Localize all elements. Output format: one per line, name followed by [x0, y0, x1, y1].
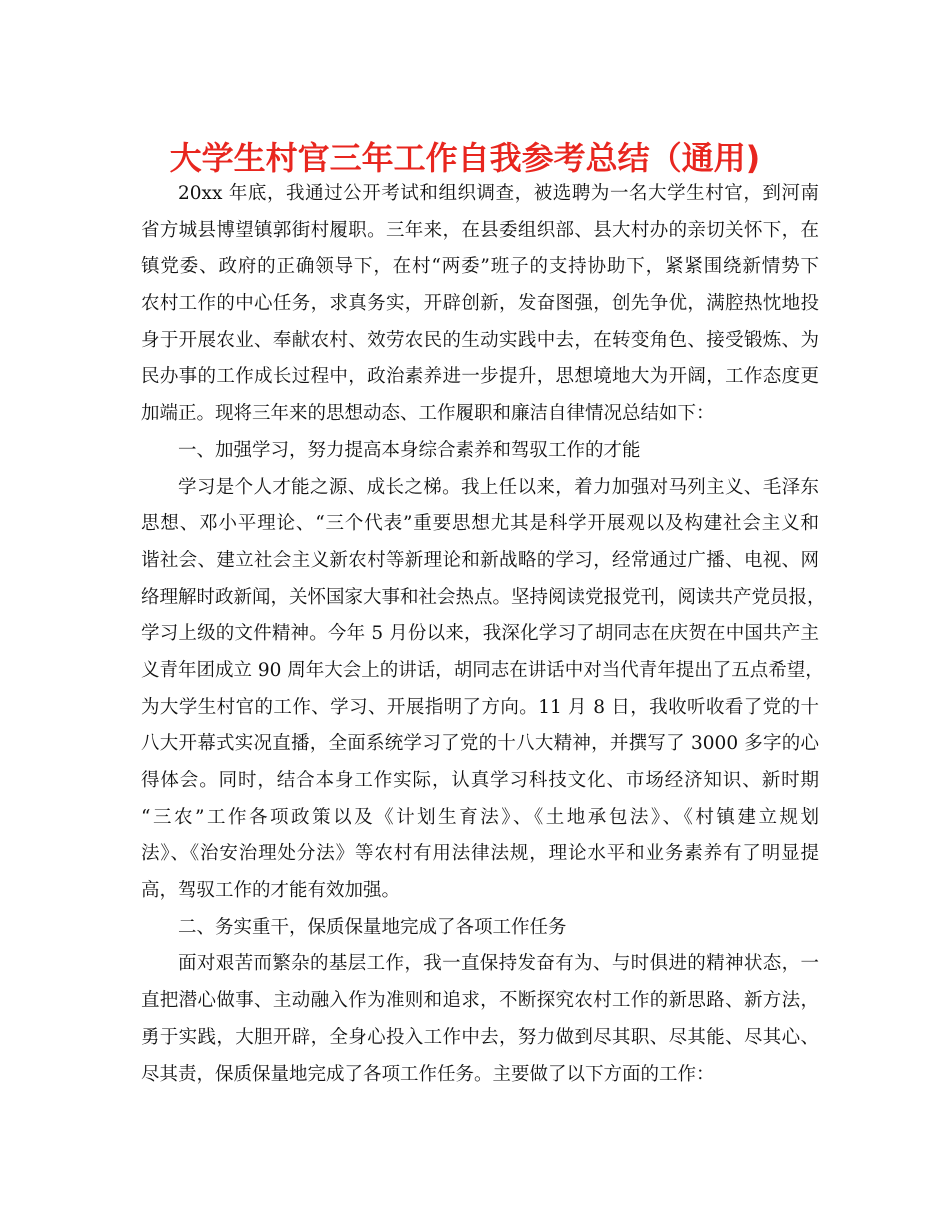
paragraph-line: 尽其责，保质保量地完成了各项工作任务。主要做了以下方面的工作：: [141, 1063, 715, 1085]
section-heading: 二、务实重干，保质保量地完成了各项工作任务: [178, 916, 567, 938]
paragraph-line: 得体会。同时，结合本身工作实际，认真学习科技文化、市场经济知识、新时期: [141, 770, 819, 791]
document-body: [141, 176, 826, 1093]
paragraph-line: 思想、邓小平理论、“三个代表”重要思想尤其是科学开展观以及构建社会主义和: [141, 513, 819, 535]
paragraph-line: 学习是个人才能之源、成长之梯。我上任以来，着力加强对马列主义、毛泽东: [178, 476, 819, 498]
paragraph-line: 法》、《治安治理处分法》等农村有用法律法规，理论水平和业务素养有了明显提: [141, 843, 819, 865]
paragraph-line: 20xx 年底，我通过公开考试和组织调查，被选聘为一名大学生村官，到河南: [178, 183, 819, 204]
paragraph-line: 勇于实践，大胆开辟，全身心投入工作中去，努力做到尽其职、尽其能、尽其心、: [141, 1026, 819, 1048]
paragraph-line: 义青年团成立 90 周年大会上的讲话，胡同志在讲话中对当代青年提出了五点希望，: [141, 659, 824, 681]
paragraph-line: 面对艰苦而繁杂的基层工作，我一直保持发奋有为、与时俱进的精神状态，一: [178, 953, 819, 975]
paragraph-line: 直把潜心做事、主动融入作为准则和追求，不断探究农村工作的新思路、新方法，: [141, 990, 819, 1012]
paragraph-line: 镇党委、政府的正确领导下，在村“两委”班子的支持协助下，紧紧围绕新情势下: [141, 256, 819, 278]
paragraph-line: 谐社会、建立社会主义新农村等新理论和新战略的学习，经常通过广播、电视、网: [141, 549, 819, 571]
paragraph-line: 身于开展农业、奉献农村、效劳农民的生动实践中去，在转变角色、接受锻炼、为: [141, 329, 819, 351]
paragraph-line: 为大学生村官的工作、学习、开展指明了方向。11 月 8 日，我收听收看了党的十: [141, 696, 819, 718]
section-heading: 一、加强学习，努力提高本身综合素养和驾驭工作的才能: [178, 439, 641, 461]
paragraph-line: 八大开幕式实况直播，全面系统学习了党的十八大精神，并撰写了 3000 多字的心: [141, 733, 819, 755]
paragraph-line: “三农”工作各项政策以及《计划生育法》、《土地承包法》、《村镇建立规划: [141, 806, 819, 828]
paragraph-line: 加端正。现将三年来的思想动态、工作履职和廉洁自律情况总结如下：: [141, 403, 715, 425]
paragraph-line: 省方城县博望镇郭街村履职。三年来，在县委组织部、县大村办的亲切关怀下，在: [141, 219, 819, 241]
paragraph-line: 高，驾驭工作的才能有效加强。: [141, 880, 401, 902]
paragraph-line: 络理解时政新闻，关怀国家大事和社会热点。坚持阅读党报党刊，阅读共产党员报，: [141, 586, 826, 608]
paragraph-line: 农村工作的中心任务，求真务实，开辟创新，发奋图强，创先争优，满腔热忱地投: [141, 293, 819, 315]
document-title: 大学生村官三年工作自我参考总结（通用): [169, 139, 761, 177]
paragraph-line: 民办事的工作成长过程中，政治素养进一步提升，思想境地大为开阔，工作态度更: [141, 366, 819, 388]
paragraph-line: 学习上级的文件精神。今年 5 月份以来，我深化学习了胡同志在庆贺在中国共产主: [141, 623, 819, 645]
